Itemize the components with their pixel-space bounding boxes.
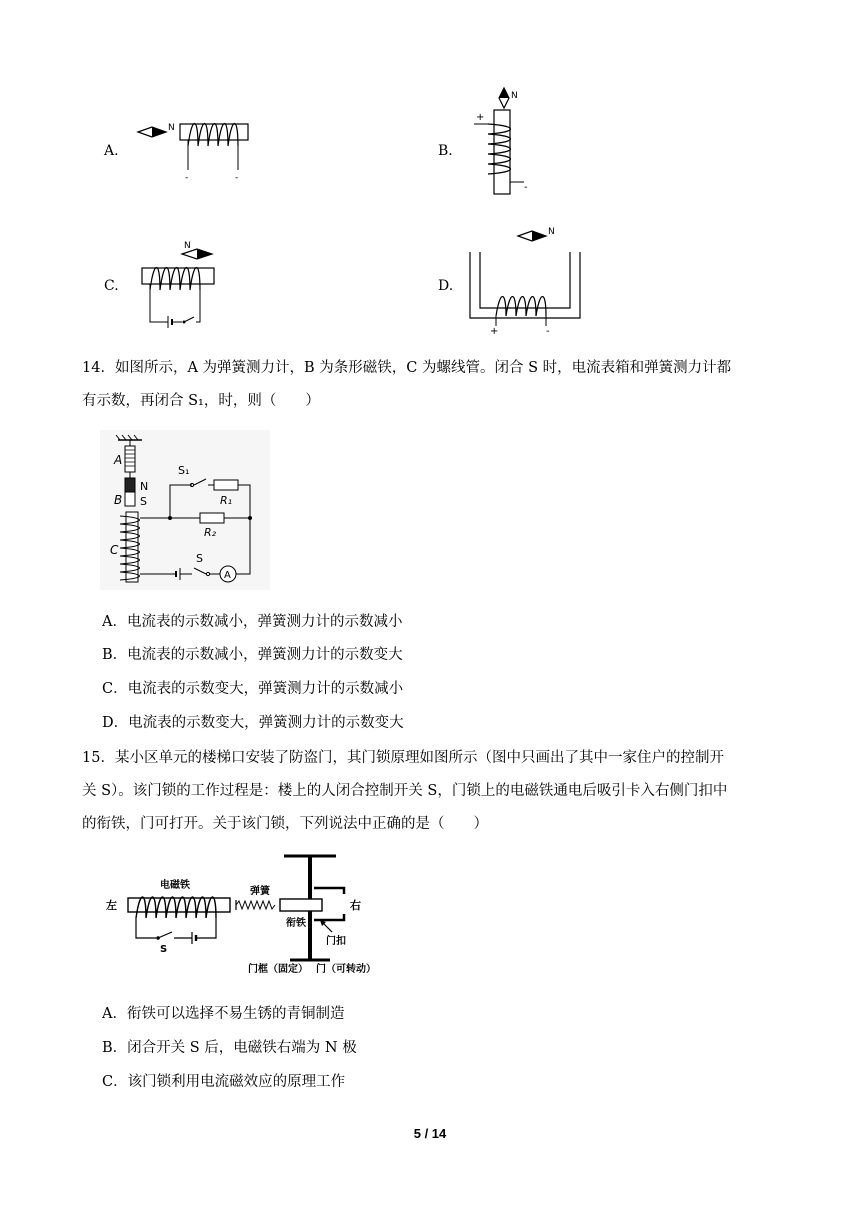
q13-d-n: N bbox=[548, 227, 555, 237]
q15-label-spring: 弹簧 bbox=[250, 886, 270, 897]
q13-option-c-label: C. bbox=[104, 278, 119, 294]
q14-label-n: N bbox=[140, 480, 149, 493]
q13-b-n: N bbox=[511, 91, 518, 101]
q14-label-s-switch: S bbox=[196, 552, 203, 565]
q15-stem-line1: 15．某小区单元的楼梯口安装了防盗门，其门锁原理如图所示（图中只画出了其中一家住户的控制开 bbox=[82, 750, 724, 766]
q13-b-minus: - bbox=[524, 182, 528, 193]
q14-label-s: S bbox=[140, 495, 147, 508]
q13-option-a-label: A. bbox=[104, 143, 119, 159]
q14-label-r2: R₂ bbox=[204, 526, 217, 539]
q15-choice-a[interactable]: A．衔铁可以选择不易生锈的青铜制造 bbox=[102, 1006, 345, 1022]
q15-choice-c[interactable]: C．该门锁利用电流磁效应的原理工作 bbox=[102, 1074, 346, 1090]
q14-choice-b[interactable]: B．电流表的示数减小，弹簧测力计的示数变大 bbox=[102, 647, 403, 663]
page-number: 5 / 14 bbox=[413, 1126, 447, 1141]
q15-label-right: 右 bbox=[350, 899, 361, 912]
q13-option-b-label: B. bbox=[438, 143, 453, 159]
q13-option-c-figure bbox=[138, 240, 228, 330]
q15-label-left: 左 bbox=[106, 899, 117, 912]
q13-d-minus: - bbox=[546, 326, 550, 337]
q13-a-right-terminal: - bbox=[235, 173, 239, 183]
q13-a-n: N bbox=[168, 123, 175, 133]
q14-label-b: B bbox=[114, 493, 123, 507]
q15-label-electromagnet: 电磁铁 bbox=[160, 880, 190, 891]
q13-d-plus: + bbox=[490, 326, 499, 337]
q13-option-b-figure bbox=[470, 86, 540, 198]
q15-label-armature: 衔铁 bbox=[286, 918, 306, 929]
q14-stem-line2: 有示数，再闭合 S₁，时，则（ ） bbox=[82, 393, 320, 409]
q13-option-a-figure bbox=[136, 118, 256, 188]
q14-choice-d[interactable]: D．电流表的示数变大，弹簧测力计的示数变大 bbox=[102, 715, 404, 731]
q15-stem-line2: 关 S）。该门锁的工作过程是：楼上的人闭合控制开关 S，门锁上的电磁铁通电后吸引卡入右侧门扣中 bbox=[82, 783, 728, 799]
q14-stem-line1: 14．如图所示，A 为弹簧测力计，B 为条形磁铁，C 为螺线管。闭合 S 时，电流表箱和弹簧测力计都 bbox=[82, 360, 732, 376]
q14-label-r1: R₁ bbox=[220, 494, 233, 507]
q14-label-s1: S₁ bbox=[178, 464, 190, 477]
q15-label-frame: 门框（固定） bbox=[248, 964, 308, 975]
q15-label-switch: S bbox=[160, 944, 168, 955]
q13-a-left-terminal: - bbox=[185, 173, 189, 183]
q15-label-door: 门（可转动） bbox=[316, 964, 376, 975]
q14-choice-c[interactable]: C．电流表的示数变大，弹簧测力计的示数减小 bbox=[102, 681, 404, 697]
q13-c-n: N bbox=[184, 241, 191, 251]
q14-choice-a[interactable]: A．电流表的示数减小，弹簧测力计的示数减小 bbox=[102, 614, 403, 630]
q15-door-lock-figure bbox=[100, 852, 390, 976]
q14-label-c: C bbox=[110, 543, 119, 557]
q14-circuit-figure bbox=[100, 430, 270, 590]
q15-choice-b[interactable]: B．闭合开关 S 后，电磁铁右端为 N 极 bbox=[102, 1040, 357, 1056]
q15-label-latch: 门扣 bbox=[326, 936, 346, 947]
q13-option-d-label: D. bbox=[438, 278, 454, 294]
q15-stem-line3: 的衔铁，门可打开。关于该门锁，下列说法中正确的是（ ） bbox=[82, 816, 488, 832]
q14-label-a: A bbox=[114, 453, 123, 467]
q13-b-plus: + bbox=[476, 112, 485, 123]
q14-label-ammeter: A bbox=[224, 570, 231, 581]
q13-option-d-figure bbox=[466, 222, 586, 338]
